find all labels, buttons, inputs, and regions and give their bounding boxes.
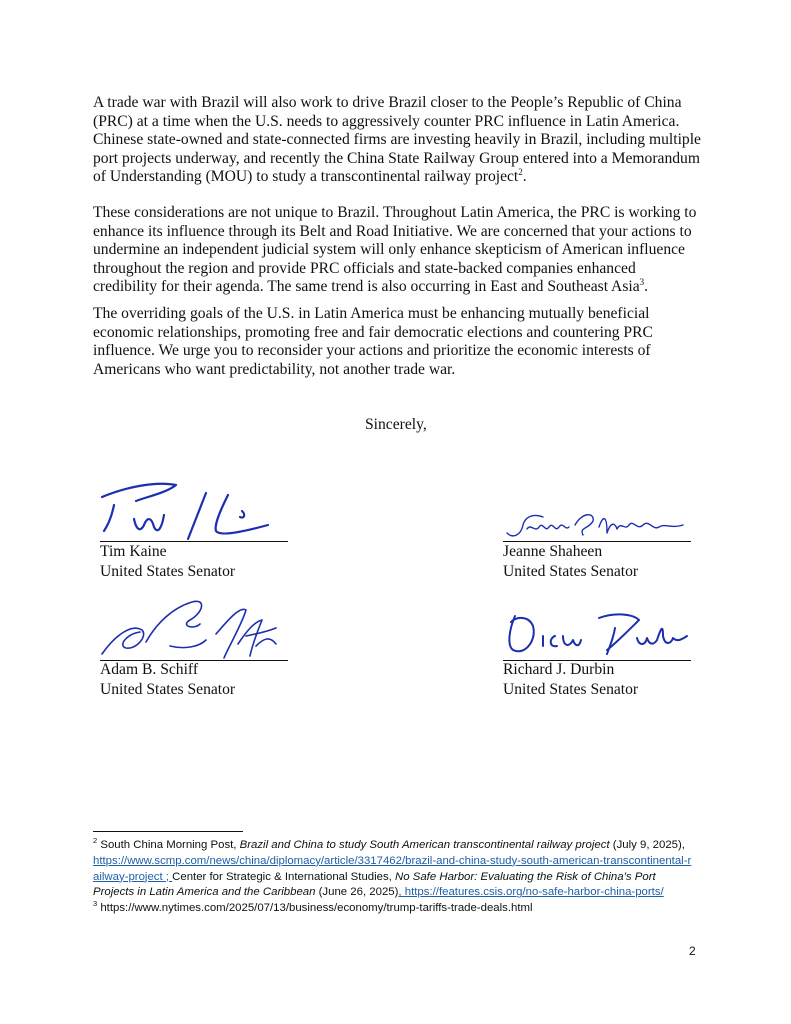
footnote-2-source-1: South China Morning Post,: [100, 839, 240, 851]
footnote-2-title-1: Brazil and China to study South American transcontinental railway project: [239, 839, 610, 851]
footnote-3: [93, 901, 693, 917]
paragraph-2-tail: .: [644, 278, 649, 296]
footnote-2-link-2[interactable]: https://features.csis.org/no-safe-harbor-china-ports/: [404, 886, 664, 899]
page-number: 2: [689, 944, 696, 958]
signatory-title-schiff: United States Senator: [100, 681, 236, 698]
footnote-ref-2[interactable]: 2: [518, 167, 523, 178]
paragraph-1: [93, 94, 713, 187]
signatory-name-schiff: Adam B. Schiff: [100, 661, 199, 678]
footnote-separator: [93, 831, 243, 832]
footnote-2-date-2: (June 26, 2025): [315, 886, 399, 899]
footnote-2-link-1[interactable]: https://www.scmp.com/news/china/diplomacy/article/3317462/brazil-and-china-study-south-american-transcontinental-railway-project: [93, 854, 692, 883]
closing: Sincerely,: [365, 416, 427, 433]
signatory-title-kaine: United States Senator: [100, 563, 236, 580]
signatory-name-durbin: Richard J. Durbin: [503, 661, 615, 678]
footnote-2: [93, 838, 693, 901]
footnote-3-text: https://www.nytimes.com/2025/07/13/business/economy/trump-tariffs-trade-deals.html: [100, 902, 533, 915]
signature-kaine-image: [96, 475, 286, 545]
footnote-2-date-1: (July 9, 2025),: [609, 839, 685, 851]
signatory-name-shaheen: Jeanne Shaheen: [503, 543, 603, 560]
paragraph-1-tail: .: [522, 168, 527, 186]
footnote-2-mark: 2: [93, 836, 98, 846]
paragraph-3-text: The overriding goals of the U.S. in Latin America must be enhancing mutually beneficial economic relationships, promoting free and fair democratic elections and countering PRC influence. We urge you to reconsider your actions and prioritize the economic interests of Americans who want predictability, not another trade war.: [93, 305, 653, 378]
footnote-2-separator[interactable]: ;: [162, 870, 173, 883]
signature-durbin-image: [503, 606, 693, 662]
signature-schiff-image: [96, 594, 286, 666]
footnote-2-source-2: Center for Strategic & International Studies,: [172, 870, 396, 883]
signature-shaheen-image: [503, 505, 693, 545]
signature-line-shaheen: [503, 541, 691, 542]
paragraph-2-text: These considerations are not unique to Brazil. Throughout Latin America, the PRC is working to enhance its influence through its Belt and Road Initiative. We are concerned that your actions to undermine an independent judicial system will only enhance skepticism of American influence throughout the region and provide PRC officials and state-backed companies enhanced credibility for their agenda. The same trend is also occurring in East and Southeast Asia: [93, 204, 697, 296]
signatory-name-kaine: Tim Kaine: [100, 543, 167, 560]
paragraph-3: [93, 305, 713, 379]
paragraph-1-text: A trade war with Brazil will also work to drive Brazil closer to the People’s Republic of China (PRC) at a time when the U.S. needs to aggressively counter PRC influence in Latin America. Chinese state-owned and state-connected firms are investing heavily in Brazil, including multiple port projects underway, and recently the China State Railway Group entered into a Memorandum of Understanding (MOU) to study a transcontinental railway project: [93, 94, 701, 186]
signatory-title-durbin: United States Senator: [503, 681, 639, 698]
footnote-2-title-2: No Safe Harbor: Evaluating the Risk of China’s Port Projects in Latin America and the Caribbean: [93, 870, 656, 899]
signatory-title-shaheen: United States Senator: [503, 563, 639, 580]
footnote-ref-3[interactable]: 3: [639, 277, 645, 288]
signature-line-kaine: [100, 541, 288, 542]
paragraph-2: [93, 204, 713, 297]
footnotes: [93, 838, 693, 917]
footnote-3-mark: 3: [93, 899, 98, 909]
footnote-2-separator-2[interactable]: ,: [398, 886, 405, 899]
